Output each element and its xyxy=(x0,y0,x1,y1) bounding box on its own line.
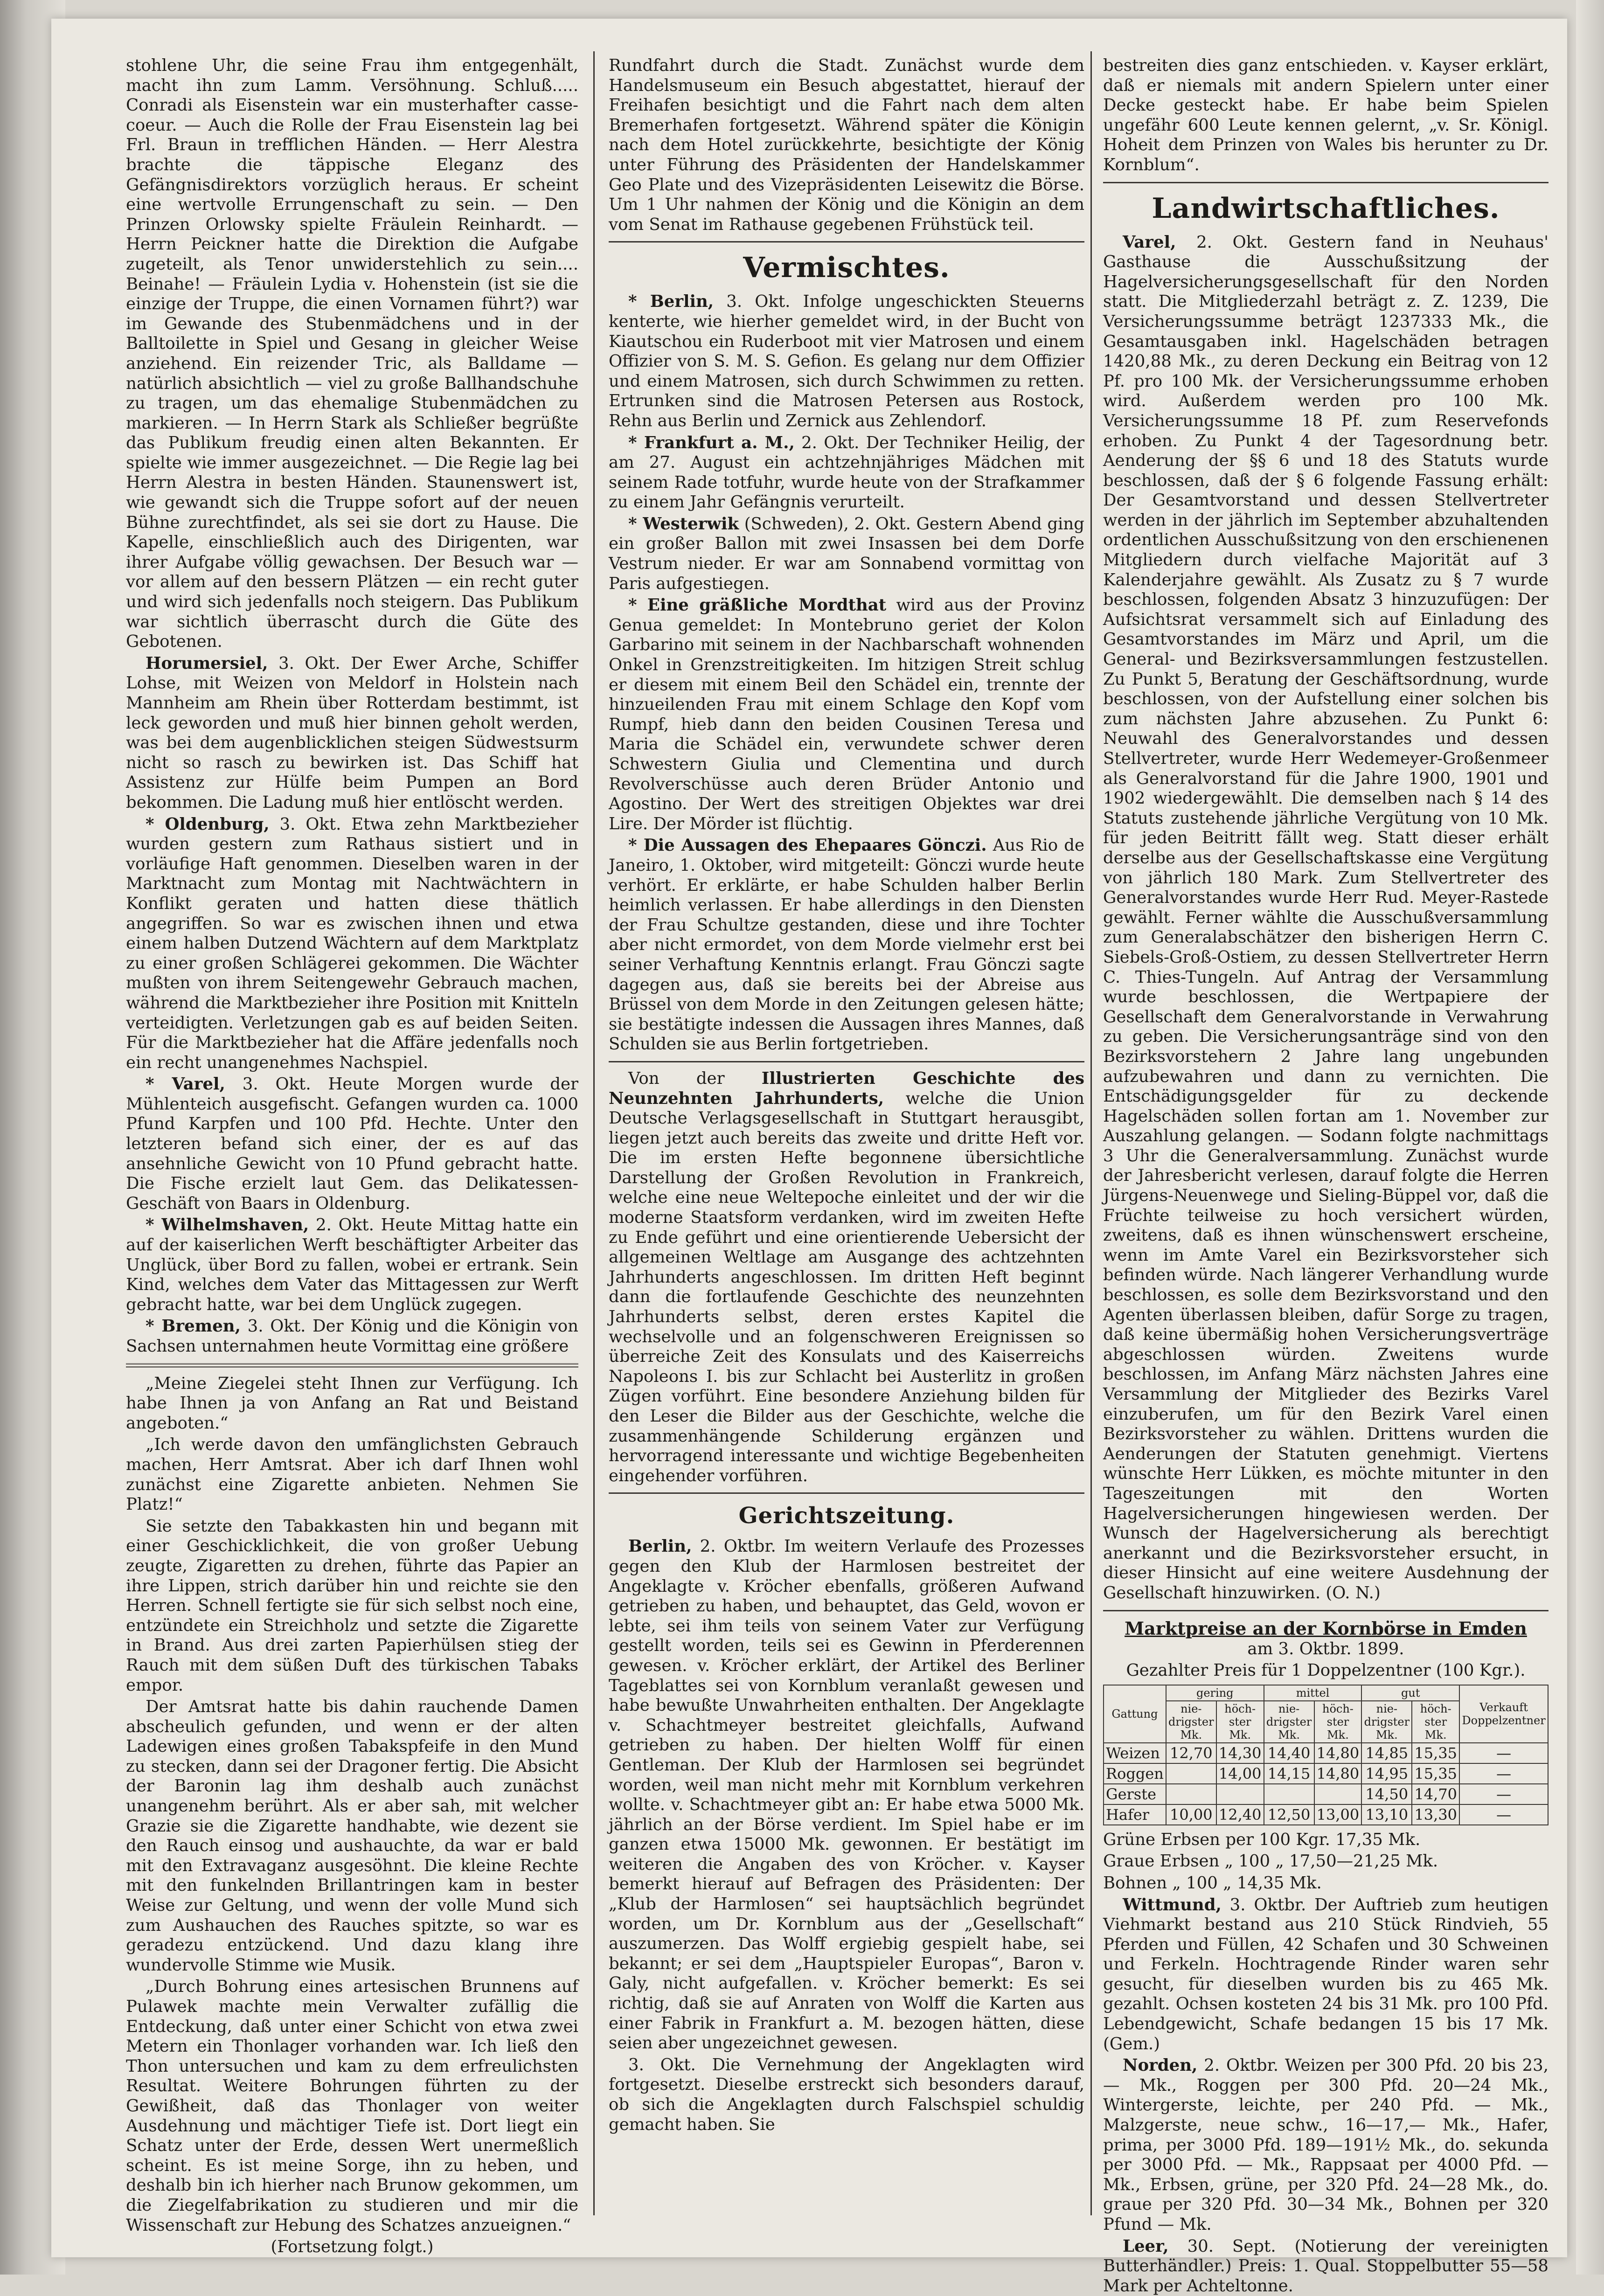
col-mittel: mittel xyxy=(1264,1685,1362,1701)
dateline: Wittmund, xyxy=(1123,1895,1222,1914)
section-divider xyxy=(126,1363,578,1367)
news-item xyxy=(1103,2056,1548,2234)
notice-text: welche die Union Deutsche Verlagsgesellschaft in Stuttgart herausgibt, liegen jetzt auch bereits das zweite und dritte Heft vor. Die im ersten Hefte begonnene übersichtliche Darstellung der Großen Revolution in Frankreich, welche eine neue Weltepoche einleitet und der wir die moderne Staatsform verdanken, wird im zweiten Hefte zu Ende geführt und eine orientierende Uebersicht der allgemeinen Weltlage am Ausgange des achtzehnten Jahrhunderts angeschlossen. Im dritten Heft beginnt dann die fortlaufende Geschichte des neunzehnten Jahrhunderts selbst, deren erstes Kapitel die wechselvolle und an folgenschweren Ereignissen so überreiche Zeit des Konsulats und des Kaiserreichs Napoleons I. bis zur Schlacht bei Austerlitz in großen Zügen vorführt. Eine besondere Anziehung bilden für den Leser die Bilder aus der Geschichte, welche die zusammenhängende Schilderung ergänzen und hervorragend interessante und wichtige Begebenheiten eingehender vorführen. xyxy=(609,1089,1084,1485)
price-cell: 14,85 xyxy=(1361,1743,1412,1763)
continuation-note: (Fortsetzung folgt.) xyxy=(271,2237,434,2257)
extra-price-line: Bohnen „ 100 „ 14,35 Mk. xyxy=(1103,1873,1322,1893)
dateline: * Frankfurt a. M., xyxy=(628,433,795,452)
price-table xyxy=(1103,1685,1548,1825)
news-text: 3. Oktbr. Der Auftrieb zum heutigen Viehmarkt bestand aus 210 Stück Rindvieh, 55 Pferden und Füllen, 42 Schafen und 30 Schweinen und Ferkeln. Hochtragende Rinder waren sehr gesucht, für dieselben wurden bis zu 465 Mk. gezahlt. Ochsen kosteten 24 bis 31 Mk. pro 100 Pfd. Lebendgewicht, Schafe bedangen 15 bis 17 Mk. (Gem.) xyxy=(1103,1895,1548,2053)
news-text: 3. Okt. Infolge ungeschickten Steuerns kenterte, wie hierher gemeldet wird, in der Bucht von Kiautschou ein Ruderboot mit vier Matrosen und einem Offizier von S. M. S. Gefion. Es gelang nur dem Offizier und einem Matrosen, sich durch Schwimmen zu retten. Ertrunken sind die Matrosen Petersen aus Rostock, Rehn aus Berlin und Zernick aus Zehlendorf. xyxy=(609,292,1084,430)
news-text: 2. Oktbr. Weizen per 300 Pfd. 20 bis 23,— Mk., Roggen per 300 Pfd. 20—24 Mk., Wintergerste, leichte, per 240 Pfd. — Mk., Malzgerste, neue schw., 16—17,— Mk., Hafer, prima, per 3000 Pfd. 189—191½ Mk., do. sekunda per 3000 Pfd. — Mk., Rappsaat per 4000 Pfd. — Mk., Erbsen, grüne, per 320 Pfd. 24—28 Mk., do. graue per 320 Pfd. 30—34 Mk., Bohnen per 320 Pfund — Mk. xyxy=(1103,2056,1548,2234)
news-text: 3. Okt. Etwa zehn Marktbezieher wurden gestern zum Rathaus sistiert und in vorläufige Haft genommen. Dieselben waren in der Marktnacht zum Montag mit Nachtwächtern in Konflikt geraten und hatten diese thätlich angegriffen. So war es zwischen ihnen und etwa einem halben Dutzend Wächtern auf dem Marktplatz zu einer großen Schlägerei gekommen. Die Wächter mußten von ihrem Seitengewehr Gebrauch machen, während die Marktbezieher ihre Position mit Knitteln verteidigten. Verletzungen gab es auf beiden Seiten. Für die Marktbezieher hat die Affäre jedenfalls noch ein recht unangenehmes Nachspiel. xyxy=(126,814,578,1072)
news-text: 2. Okt. Heute Mittag hatte ein auf der kaiserlichen Werft beschäftigter Arbeiter das Unglück, über Bord zu fallen, wobei er ertrank. Sein Kind, welches dem Vater das Mittagessen zur Werft gebracht hatte, war bei dem Unglück zugegen. xyxy=(126,1215,578,1314)
section-divider xyxy=(1103,182,1548,183)
price-cell: 14,70 xyxy=(1412,1784,1459,1804)
price-cell: 13,10 xyxy=(1361,1804,1412,1825)
feuilleton-paragraph: Sie setzte den Tabakkasten hin und begann mit einer Geschicklichkeit, die von großer Uebung zeugte, Zigaretten zu drehen, führte das Papier an ihre Lippen, strich darüber hin und reichte sie den Herren. Schnell fertigte sie für sich selbst noch eine, entzündete ein Streichholz und setzte die Zigarette in Brand. Aus drei zarten Papierhülsen stieg der Rauch mit dem süßen Duft des türkischen Tabaks empor. xyxy=(126,1516,578,1695)
feuilleton-paragraph: „Durch Bohrung eines artesischen Brunnens auf Pulawek machte mein Verwalter zufällig die Entdeckung, daß unter einer Schicht von etwa zwei Metern ein Thonlager vorhanden war. Ich ließ den Thon untersuchen und kam zu dem erfreulichsten Resultat. Weitere Bohrungen führten zu der Gewißheit, daß das Thonlager von weiter Ausdehnung und mächtiger Tiefe ist. Dort liegt ein Schatz unter der Erde, dessen Wert unermeßlich scheint. Es ist meine Sorge, ihn zu heben, und deshalb bin ich hierher nach Brunow gekommen, um die Ziegelfabrikation zu studieren und mir die Wissenschaft zur Hebung des Schatzes anzueignen.“ xyxy=(126,1977,578,2235)
dateline: * Varel, xyxy=(146,1075,225,1094)
news-item xyxy=(1103,233,1548,1603)
news-item xyxy=(609,433,1084,513)
price-cell: 14,95 xyxy=(1361,1763,1412,1784)
market-report-title: Marktpreise an der Kornbörse in Emden xyxy=(1125,1617,1527,1639)
news-item xyxy=(609,596,1084,834)
article-text: Rundfahrt durch die Stadt. Zunächst wurde dem Handelsmuseum ein Besuch abgestattet, hierauf der Freihafen besichtigt und die Fahrt nach dem alten Bremerhafen fortgesetzt. Während später die Königin nach dem Hotel zurückkehrte, besichtigte der König unter Führung des Präsidenten der Handelskammer Geo Plate und des Vizepräsidenten Leisewitz die Börse. Um 1 Uhr nahmen der König und die Königin an dem vom Senat im Rathause gegebenen Frühstück teil. xyxy=(609,56,1084,234)
col-gering: gering xyxy=(1166,1685,1264,1701)
market-report-subtitle: Gezahlter Preis für 1 Doppelzentner (100 Kgr.). xyxy=(1126,1661,1526,1680)
section-divider xyxy=(609,241,1084,243)
dateline: Varel, xyxy=(1123,232,1176,252)
book-notice xyxy=(609,1069,1084,1486)
dateline: Berlin, xyxy=(628,1537,692,1556)
table-row xyxy=(1104,1763,1548,1784)
news-text: 2. Okt. Gestern fand in Neuhaus' Gasthause die Ausschußsitzung der Hagelversicherungsgesellschaft für den Norden statt. Die Mitgliederzahl beträgt z. Z. 1239, Die Versicherungssumme beträgt 1237333 Mk., die Gesamtausgaben inkl. Hagelschäden betragen 1420,88 Mk., zu deren Deckung ein Beitrag von 12 Pf. pro 100 Mk. der Versicherungssumme erhoben wird. Außerdem werden pro 100 Mk. Versicherungssumme 18 Pf. zum Reservefonds erhoben. Zu Punkt 4 der Tagesordnung betr. Aenderung der §§ 6 und 18 des Statuts wurde beschlossen, daß der § 6 folgende Fassung erhält: Der Gesamtvorstand und dessen Stellvertreter werden in der jährlich im September abzuhaltenden ordentlichen Ausschußsitzung von den erschienenen Mitgliedern durch vielfache Majorität auf 3 Kalenderjahre gewählt. Als Zusatz zu § 7 wurde beschlossen, folgenden Absatz 3 hinzuzufügen: Der Aufsichtsrat versammelt sich auf Einladung des Gesamtvorstandes im März und April, um die General- und Bezirksversammlungen festzustellen. Zu Punkt 5, Beratung der Geschäftsordnung, wurde beschlossen, von der Aufstellung einer solchen bis zum nächsten Jahre abzusehen. Zu Punkt 6: Neuwahl des Generalvorstandes und dessen Stellvertreter, wurde Herr Wedemeyer-Großenmeer als Generalvorstand für die Jahre 1900, 1901 und 1902 wiedergewählt. Die demselben nach § 14 des Statuts zustehende jährliche Vergütung von 10 Mk. für jeden Beitritt fällt weg. Statt dieser erhält derselbe aus der Gesellschaftskasse eine Vergütung von jährlich 180 Mark. Zum Stellvertreter des Generalvorstandes wurde Herr Rud. Meyer-Rastede gewählt. Ferner wählte die Ausschußversammlung zum Generalabschätzer den bisherigen Herrn C. Siebels-Groß-Ostiem, zu dessen Stellvertreter Herrn C. Thies-Tungeln. Auf Antrag der Versammlung wurde beschlossen, die Wertpapiere der Gesellschaft dem Generalvorstande in Verwahrung zu geben. Die Versicherungsanträge sind von den Bezirksvorstehern 2 Jahre lang ungebunden aufzubewahren und dann zu vernichten. Die Entschädigungsgelder für zu deckende Hagelschäden sollen fortan am 1. November zur Auszahlung gelangen. — Sodann folgte nachmittags 3 Uhr die Generalversammlung. Zunächst wurde der Jahresbericht verlesen, darauf folgte die Herren Jürgens-Neuenwege und Sieling-Büppel vor, daß die Früchte teilweise zu hoch versichert würden, zweitens, daß es ihnen wünschenswert erscheine, wenn im Amte Varel ein Bezirksvorsteher sich befinden würde. Nach längerer Verhandlung wurde beschlossen, es solle dem Bezirksvorstand und den Agenten überlassen bleiben, dafür Sorge zu tragen, daß keine übermäßig hohen Versicherungsverträge abgeschlossen würden. Zweitens wurde beschlossen, im Anfang März nächsten Jahres eine Versammlung der Mitglieder des Bezirks Varel einzuberufen, um für den Bezirk Varel einen Bezirksvorsteher zu wählen. Drittens wurden die Aenderungen der Statuten genehmigt. Viertens wünschte Herr Lükken, es möchte mitunter in den Tageszeitungen mit den Worten Hagelversicherungen hingewiesen werden. Der Wunsch der Hagelversicherung als berechtigt anerkannt und die Bezirksvorsteher ersucht, in dieser Hinsicht auf eine weitere Ausdehnung der Gesellschaft hinzuwirken. (O. N.) xyxy=(1103,232,1548,1602)
table-row xyxy=(1104,1743,1548,1763)
col-high: höch-ster Mk. xyxy=(1314,1701,1362,1743)
news-text: wird aus der Provinz Genua gemeldet: In Montebruno geriet der Kolon Garbarino mit seinem in der Nachbarschaft wohnenden Onkel in Grenzstreitigkeiten. Im hitzigen Streit schlug er diesem mit einem Beil den Schädel ein, trennte der hinzueilenden Frau mit einem Schlage den Kopf vom Rumpf, hieb dann den beiden Cousinen Teresa und Maria die Schädel ein, verwundete schwer deren Schwestern Giulia und Clementina und durch Revolverschüsse auch deren Brüder Antonio und Agostino. Der Wert des streitigen Objektes war drei Lire. Der Mörder ist flüchtig. xyxy=(609,596,1084,833)
notice-intro: Von der xyxy=(628,1068,762,1088)
price-cell xyxy=(1166,1784,1216,1804)
feuilleton-paragraph: „Ich werde davon den umfänglichsten Gebrauch machen, Herr Amtsrat. Aber ich darf Ihnen wohl zunächst eine Zigarette anbieten. Nehmen Sie Platz!“ xyxy=(126,1435,578,1514)
price-cell: 14,50 xyxy=(1361,1784,1412,1804)
feuilleton-paragraph: Der Amtsrat hatte bis dahin rauchende Damen abscheulich gefunden, und wenn er der alten Ladewigen eines großen Tabakspfeife in den Mund zu stecken, dann sei der Dragoner fertig. Die Absicht der Baronin lag ihm deshalb auch zunächst unangenehm berührt. Als er aber sah, mit welcher Grazie sie die Zigarette handhabte, wie dezent sie den Rauch einsog und aushauchte, da war er bald mit den Extravaganz ausgesöhnt. Die kleine Rechte mit den funkelnden Brillantringen kam in bester Weise zur Geltung, und wenn der volle Mund sich zum Aushauchen des Rauches spitzte, so war es geradezu entzückend. Und dazu klang ihre wundervolle Stimme wie Musik. xyxy=(126,1697,578,1975)
price-cell: 14,30 xyxy=(1216,1743,1264,1763)
dateline: * Westerwik xyxy=(628,514,739,534)
market-report-date: am 3. Oktbr. 1899. xyxy=(1247,1639,1404,1658)
news-item xyxy=(1103,2237,1548,2296)
news-item xyxy=(126,1215,578,1315)
news-item xyxy=(1103,1895,1548,2054)
dateline: Norden, xyxy=(1123,2056,1198,2075)
price-cell: 14,15 xyxy=(1264,1763,1314,1784)
column-rule xyxy=(593,51,595,2215)
price-cell: 14,00 xyxy=(1216,1763,1264,1784)
section-divider xyxy=(609,1061,1084,1062)
column-1 xyxy=(126,56,578,2257)
section-divider xyxy=(1103,1610,1548,1611)
table-row xyxy=(1104,1784,1548,1804)
news-item xyxy=(609,514,1084,594)
grain-name: Gerste xyxy=(1104,1784,1166,1804)
feuilleton-paragraph: „Meine Ziegelei steht Ihnen zur Verfügung. Ich habe Ihnen ja von Anfang an Rat und Beistand angeboten.“ xyxy=(126,1373,578,1433)
col-gattung: Gattung xyxy=(1104,1685,1166,1743)
dateline: * Die Aussagen des Ehepaares Gönczi. xyxy=(628,836,987,855)
price-cell xyxy=(1264,1784,1314,1804)
sold-cell: — xyxy=(1459,1804,1548,1825)
price-cell: 12,50 xyxy=(1264,1804,1314,1825)
news-text: Aus Rio de Janeiro, 1. Oktober, wird mitgeteilt: Gönczi wurde heute verhört. Er erklärte, er habe Schulden halber Berlin heimlich verlassen. Er habe allerdings in den Diensten der Frau Schultze gestanden, diese und ihre Tochter aber nicht ermordet, von dem Morde vielmehr erst bei seiner Verhaftung Kenntnis erlangt. Frau Gönczi sagte dagegen aus, daß sie bereits bei der Abreise aus Brüssel von dem Morde in den Zeitungen gelesen hätte; sie bestätigte indessen die Aussagen ihres Mannes, daß Schulden sie aus Berlin fortgetrieben. xyxy=(609,836,1084,1054)
dateline: Horumersiel, xyxy=(146,653,268,673)
news-item xyxy=(126,1075,578,1214)
col-gut: gut xyxy=(1361,1685,1459,1701)
sold-cell: — xyxy=(1459,1784,1548,1804)
price-cell xyxy=(1166,1763,1216,1784)
section-heading-gerichtszeitung: Gerichtszeitung. xyxy=(738,1503,955,1529)
col-high: höch-ster Mk. xyxy=(1216,1701,1264,1743)
price-cell: 15,35 xyxy=(1412,1743,1459,1763)
price-cell xyxy=(1216,1784,1264,1804)
news-item xyxy=(126,654,578,813)
dateline: * Oldenburg, xyxy=(146,814,270,834)
dateline: * Bremen, xyxy=(146,1317,241,1336)
section-heading-vermischtes: Vermischtes. xyxy=(743,251,950,284)
price-cell: 12,70 xyxy=(1166,1743,1216,1763)
price-cell: 13,30 xyxy=(1412,1804,1459,1825)
sold-cell: — xyxy=(1459,1743,1548,1763)
column-2 xyxy=(609,56,1084,2211)
news-item xyxy=(609,292,1084,431)
price-cell: 14,40 xyxy=(1264,1743,1314,1763)
col-verkauft: Verkauft Doppelzentner xyxy=(1459,1685,1548,1743)
section-divider xyxy=(609,1492,1084,1494)
dateline: * Eine gräßliche Mordthat xyxy=(628,596,887,615)
extra-price-line: Graue Erbsen „ 100 „ 17,50—21,25 Mk. xyxy=(1103,1852,1438,1871)
dateline: * Berlin, xyxy=(628,292,714,312)
price-cell xyxy=(1314,1784,1362,1804)
column-3 xyxy=(1103,56,1548,2296)
grain-name: Weizen xyxy=(1104,1743,1166,1763)
news-text: 30. Sept. (Notierung der vereinigten Butterhändler.) Preis: 1. Qual. Stoppelbutter 55—58 Mark per Achteltonne. xyxy=(1103,2236,1548,2296)
page-edge xyxy=(1576,0,1604,2275)
book-title: Illustrierten Geschichte des Neunzehnten Jahrhunderts, xyxy=(609,1068,1085,1108)
price-cell: 15,35 xyxy=(1412,1763,1459,1784)
news-text: (Schweden), 2. Okt. Gestern Abend ging ein großer Ballon mit zwei Insassen bei dem Dorfe Vestrum nieder. Er war am Sonnabend vormittag von Paris aufgestiegen. xyxy=(609,514,1084,593)
news-text: 2. Okt. Der Techniker Heilig, der am 27. August ein achtzehnjähriges Mädchen mit seinem Rade totfuhr, wurde heute von der Strafkammer zu einem Jahr Gefängnis verurteilt. xyxy=(609,433,1084,512)
col-low: nie-drigster Mk. xyxy=(1264,1701,1314,1743)
section-heading-landwirtschaftliches: Landwirtschaftliches. xyxy=(1152,192,1500,225)
price-cell: 14,80 xyxy=(1314,1763,1362,1784)
news-text: 3. Okt. Der König und die Königin von Sachsen unternahmen heute Vormittag eine größere xyxy=(126,1317,578,1356)
price-cell: 13,00 xyxy=(1314,1804,1362,1825)
price-cell: 10,00 xyxy=(1166,1804,1216,1825)
grain-name: Roggen xyxy=(1104,1763,1166,1784)
sold-cell: — xyxy=(1459,1763,1548,1784)
dateline: * Wilhelmshaven, xyxy=(146,1215,309,1235)
column-rule xyxy=(1090,51,1092,2215)
grain-name: Hafer xyxy=(1104,1804,1166,1825)
table-row xyxy=(1104,1804,1548,1825)
article-text: bestreiten dies ganz entschieden. v. Kayser erklärt, daß er niemals mit andern Spielern unter einer Decke gesteckt habe. Er habe beim Spielen ungefähr 600 Leute kennen gelernt, „v. Sr. Königl. Hoheit dem Prinzen von Wales bis herunter zu Dr. Kornblum“. xyxy=(1103,56,1548,174)
col-high: höch-ster Mk. xyxy=(1412,1701,1459,1743)
news-item xyxy=(126,815,578,1073)
news-text: 3. Okt. Heute Morgen wurde der Mühlenteich ausgefischt. Gefangen wurden ca. 1000 Pfund Karpfen und 100 Pfd. Hechte. Unter den letzteren befand sich einer, der es auf das ansehnliche Gewicht von 10 Pfund gebracht hatte. Die Fische erzielt laut Gem. das Delikatessen-Geschäft von Baars in Oldenburg. xyxy=(126,1075,578,1213)
news-item xyxy=(609,836,1084,1054)
news-item xyxy=(126,1317,578,1356)
col-low: nie-drigster Mk. xyxy=(1361,1701,1412,1743)
news-item xyxy=(609,1537,1084,2053)
table-header-row xyxy=(1104,1685,1548,1701)
price-cell: 14,80 xyxy=(1314,1743,1362,1763)
price-cell: 12,40 xyxy=(1216,1804,1264,1825)
news-text: 3. Okt. Der Ewer Arche, Schiffer Lohse, mit Weizen von Meldorf in Holstein nach Mannheim am Rhein über Rotterdam bestimmt, ist leck geworden und muß hier binnen geholt werden, was bei dem augenblicklichen steigen Südwestsurm nicht so rasch zu bewirken ist. Das Schiff hat Assistenz zur Hülfe beim Pumpen an Bord bekommen. Die Ladung muß hier entlöscht werden. xyxy=(126,653,578,812)
col-low: nie-drigster Mk. xyxy=(1166,1701,1216,1743)
extra-price-line: Grüne Erbsen per 100 Kgr. 17,35 Mk. xyxy=(1103,1830,1421,1849)
news-text: 2. Oktbr. Im weitern Verlaufe des Prozesses gegen den Klub der Harmlosen bestreitet der Angeklagte v. Kröcher ebenfalls, größeren Aufwand getrieben zu haben, und behauptet, das Geld, wovon er lebte, sei ihm teils von seinem Vater zur Verfügung gestellt worden, teils sei es Gewinn in Pferderennen gewesen. v. Kröcher erklärt, der Artikel des Berliner Tageblattes sei von Kornblum veranlaßt gewesen und habe bewußte Unwahrheiten enthalten. Der Angeklagte v. Schachtmeyer bestreitet gleichfalls, Aufwand getrieben zu haben. Der hielten Wolff für einen Gentleman. Der Klub der Harmlosen sei begründet worden, weil man nicht mehr mit Kornblum verkehren wollte. v. Schachtmeyer gibt an: Er habe etwa 5000 Mk. jährlich an der Börse verdient. Im Spiel habe er im ganzen etwa 15000 Mk. gewonnen. Er bestätigt im weiteren die Angaben des von Kröcher. v. Kayser bemerkt hierauf auf Befragen des Präsidenten: Der „Klub der Harmlosen“ sei hauptsächlich begründet worden, um Dr. Kornblum aus der „Gesellschaft“ auszumerzen. Das Wolff ergiebig gespielt habe, sei bekannt; er sei dem „Hauptspieler Europas“, Baron v. Galy, nicht aufgefallen. v. Kröcher bemerkt: Es sei richtig, daß sie auf Anraten von Wolff die Karten aus einer Fabrik in Frankfurt a. M. bezogen hätten, diese seien aber ungezeichnet gewesen. xyxy=(609,1537,1084,2053)
dateline: Leer, xyxy=(1123,2236,1169,2256)
article-text: stohlene Uhr, die seine Frau ihm entgegenhält, macht ihn zum Lamm. Versöhnung. Schluß..... Conradi als Eisenstein war ein musterhafter casse-coeur. — Auch die Rolle der Frau Eisenstein lag bei Frl. Braun in trefflichen Händen. — Herr Alestra brachte die täppische Eleganz des Gefängnisdirektors vorzüglich heraus. Er scheint eine wertvolle Errungenschaft zu sein. — Den Prinzen Orlowsky spielte Fräulein Reinhardt. — Herrn Peickner hatte die Direktion die Aufgabe zugeteilt, als Tenor unwiderstehlich zu sein.... Beinahe! — Fräulein Lydia v. Hohenstein (ist sie die einzige der Truppe, die einen Vornamen führt?) war im Gewande des Stubenmädchens und in der Balltoilette in Spiel und Gesang in gleicher Weise anziehend. Ein reizender Tric, als Balldame — natürlich absichtlich — viel zu große Ballhandschuhe zu tragen, um das ehemalige Stubenmädchen zu markieren. — In Herrn Stark als Schließer begrüßte das Publikum freudig einen alten Bekannten. Er spielte wie immer ausgezeichnet. — Die Regie lag bei Herrn Alestra in besten Händen. Staunenswert ist, wie gewandt sich die Truppe sofort auf der neuen Bühne zurechtfindet, als sei sie dort zu Hause. Die Kapelle, einschließlich auch des Dirigenten, war ihrer Aufgabe völlig gewachsen. Der Besuch war — vor allem auf den bessern Plätzen — ein recht guter und wird sich jedenfalls noch steigern. Das Publikum war sichtlich überrascht durch die Güte des Gebotenen. xyxy=(126,56,578,652)
news-item: 3. Okt. Die Vernehmung der Angeklagten wird fortgesetzt. Dieselbe erstreckt sich besonders darauf, ob sich die Angeklagten durch Falschspiel schuldig gemacht haben. Sie xyxy=(609,2055,1084,2134)
